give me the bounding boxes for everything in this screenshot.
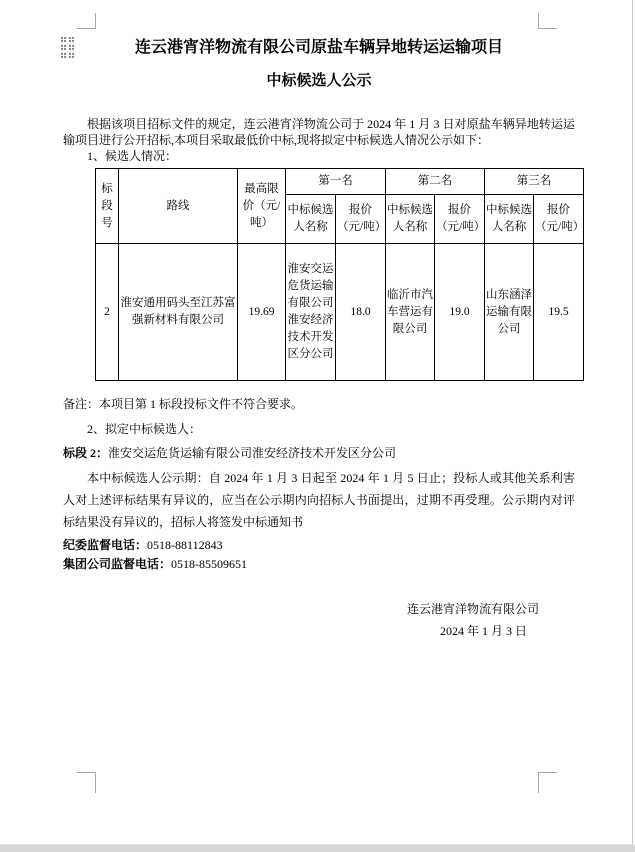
cell-rank3-price: 19.5: [534, 244, 584, 381]
header-section-no: 标段号: [96, 169, 119, 244]
winner-line: [63, 445, 575, 461]
page-right-edge: [632, 0, 633, 845]
header-rank2-bid-price: 报价（元/吨）: [435, 195, 485, 244]
section1-heading: 1、候选人情况：: [87, 149, 178, 163]
intro-paragraph: 根据该项目招标文件的规定，连云港宵洋物流公司于 2024 年 1 月 3 日对原盐车辆异地转运运输项目进行公开招标,本项目采取最低价中标,现将拟定中标候选人情况公示如下：: [63, 117, 575, 147]
discipline-phone-number: 0518-88112843: [147, 538, 223, 552]
signature-date: 2024 年 1 月 3 日: [439, 624, 527, 638]
cell-rank2-price: 19.0: [435, 244, 485, 381]
document-content: [63, 30, 585, 642]
phone-lines: [63, 536, 575, 574]
header-max-price: 最高限价（元/吨）: [238, 169, 286, 244]
header-rank1: 第一名: [286, 169, 386, 195]
table-row: [96, 244, 584, 381]
winner-section-label: 标段 2：: [63, 446, 109, 460]
cell-rank1-price: 18.0: [336, 244, 386, 381]
cell-rank1-name: 淮安交运危货运输有限公司淮安经济技术开发区分公司: [286, 244, 336, 381]
header-rank2-candidate-name: 中标候选人名称: [386, 195, 435, 244]
margin-crop-mark-bottom-left: [77, 772, 96, 793]
header-rank1-bid-price: 报价（元/吨）: [336, 195, 386, 244]
page-bottom-edge: [0, 844, 635, 852]
document-title-line2: 中标候选人公示: [266, 73, 372, 89]
candidates-table: [95, 168, 584, 381]
cell-max-price: 19.69: [238, 244, 286, 381]
margin-crop-mark-bottom-right: [538, 772, 557, 793]
header-rank1-candidate-name: 中标候选人名称: [286, 195, 336, 244]
discipline-phone-label: 纪委监督电话：: [63, 538, 148, 552]
group-phone-number: 0518-85509651: [171, 557, 248, 571]
signature-block: [63, 598, 539, 642]
cell-route: 淮安通用码头至江苏富强新材料有限公司: [119, 244, 238, 381]
header-rank3-bid-price: 报价（元/吨）: [534, 195, 584, 244]
winner-company-name: 淮安交运危货运输有限公司淮安经济技术开发区分公司: [108, 446, 397, 460]
cell-section-no: 2: [96, 244, 119, 381]
cell-rank2-name: 临沂市汽车营运有限公司: [386, 244, 435, 381]
header-route: 路线: [119, 169, 238, 244]
margin-crop-mark-top-right: [538, 13, 557, 29]
margin-crop-mark-top-left: [77, 13, 96, 29]
header-rank3-candidate-name: 中标候选人名称: [485, 195, 534, 244]
notice-paragraph: 本中标候选人公示期：自 2024 年 1 月 3 日起至 2024 年 1 月 5 日止；投标人或其他关系利害人对上述评标结果有异议的，应当在公示期内向招标人书面提出，过期不再受理。公示期内对评标结果没有异议的，招标人将签发中标通知书: [63, 471, 575, 529]
document-title-line1: 连云港宵洋物流有限公司原盐车辆异地转运运输项目: [134, 39, 503, 56]
cell-rank3-name: 山东涵泽运输有限公司: [485, 244, 534, 381]
section2-heading: 2、拟定中标候选人：: [87, 422, 202, 436]
header-rank3: 第三名: [485, 169, 584, 195]
signature-company: 连云港宵洋物流有限公司: [406, 602, 539, 616]
group-phone-label: 集团公司监督电话：: [63, 557, 172, 571]
remark-line: 备注：本项目第 1 标段投标文件不符合要求。: [63, 397, 304, 411]
header-rank2: 第二名: [386, 169, 485, 195]
